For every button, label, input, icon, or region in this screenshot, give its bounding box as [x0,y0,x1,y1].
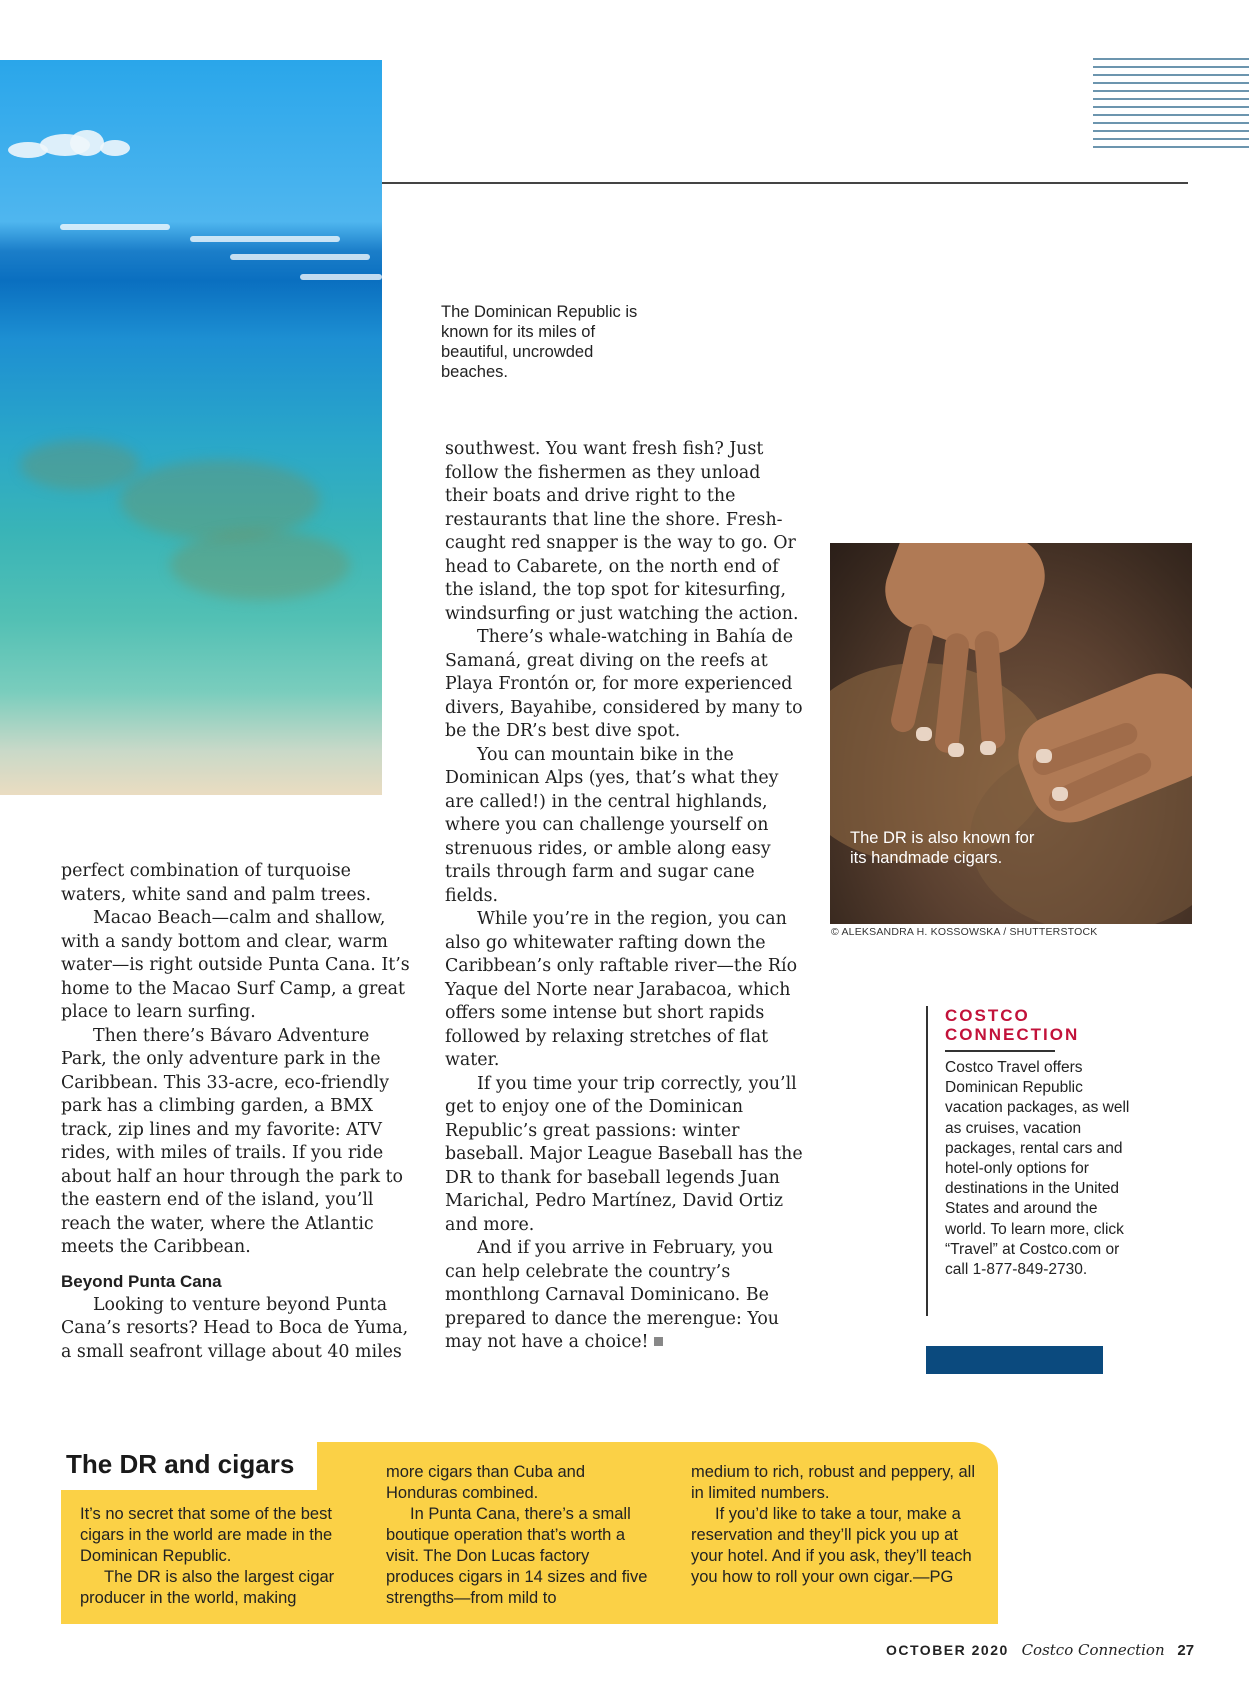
paragraph: perfect combination of turquoise waters, white sand and palm trees. [61,861,372,905]
paragraph: Looking to venture beyond Punta Cana’s resorts? Head to Boca de Yuma, a small seafront village about 40 miles [61,1294,409,1362]
paragraph: Then there’s Bávaro Adventure Park, the only adventure park in the Caribbean. This 33-acre, eco-friendly park has a climbing garden, a BMX track, zip lines and my favorite: ATV rides, with miles of trails. If you ride about half an hour through the park to the eastern end of the island, you’ll reach the water, where the Atlantic meets the Caribbean. [61,1025,403,1257]
article-column-middle [445,438,805,1355]
top-rule [382,182,1188,184]
sidebar-column-1 [80,1504,355,1609]
costco-connection-title [945,1006,1079,1044]
paragraph: In Punta Cana, there’s a small boutique operation that’s worth a visit. The Don Lucas factory produces cigars in 14 sizes and five strengths—from mild to [386,1505,648,1607]
paragraph: The DR is also the largest cigar producer in the world, making [80,1568,335,1607]
decorative-lines [1093,58,1249,154]
title-line: CONNECTION [945,1025,1080,1044]
costco-connection-body: Costco Travel offers Dominican Republic vacation packages, as well as cruises, vacation packages, rental cars and hotel-only options for destinations in the United States and around the world. To learn more, click “Travel” at Costco.com or call 1-877-849-2730. [945,1059,1130,1279]
costco-connection-bar [926,1006,928,1316]
end-mark-icon [654,1337,663,1346]
paragraph: While you’re in the region, you can also go whitewater rafting down the Caribbean’s only raftable river—the Río Yaque del Norte near Jarabacoa, which offers some intense but short rapids followed by relaxing stretches of flat water. [445,909,798,1070]
subheading: Beyond Punta Cana [61,1271,222,1291]
page-footer [886,1641,1194,1659]
paragraph: southwest. You want fresh fish? Just follow the fishermen as they unload their boats and drive right to the restaurants that line the shore. Fresh-caught red snapper is the way to go. Or head to Cabarete, on the north end of the island, the top spot for kitesurfing, windsurfing or just watching the action. [445,439,799,624]
beach-photo [0,60,382,795]
cigars-sidebar [61,1442,998,1624]
sidebar-column-3 [691,1462,981,1588]
paragraph: There’s whale-watching in Bahía de Samaná, great diving on the reefs at Playa Frontón or, for more experienced divers, Bayahibe, considered by many to be the DR’s best dive spot. [445,627,803,741]
paragraph: If you’d like to take a tour, make a reservation and they’ll pick you up at your hotel. And if you ask, they’ll teach you how to roll your own cigar.—PG [691,1505,972,1586]
paragraph: You can mountain bike in the Dominican Alps (yes, that’s what they are called!) in the central highlands, where you can challenge yourself on strenuous rides, or amble along easy trails through farm and sugar cane fields. [445,744,779,906]
beach-photo-caption: The Dominican Republic is known for its miles of beautiful, uncrowded beaches. [441,303,638,381]
paragraph: more cigars than Cuba and Honduras combined. [386,1463,586,1502]
paragraph-text: And if you arrive in February, you can help celebrate the country’s monthlong Carnaval Dominicano. Be prepared to dance the merengue: You may not have a choice! [445,1238,779,1352]
paragraph-last [445,1237,805,1355]
title-line: COSTCO [945,1006,1030,1025]
sidebar-column-2 [386,1462,661,1609]
costco-connection-rule [945,1050,1055,1052]
page-number: 27 [1177,1642,1195,1659]
sidebar-title: The DR and cigars [66,1449,295,1479]
photo-credit: © ALEKSANDRA H. KOSSOWSKA / SHUTTERSTOCK [831,926,1098,938]
paragraph: It’s no secret that some of the best cigars in the world are made in the Dominican Republic. [80,1505,333,1565]
cigar-photo [830,543,1192,924]
magazine-name: Costco Connection [1021,1641,1165,1659]
issue-date: OCTOBER 2020 [886,1642,1009,1658]
paragraph: If you time your trip correctly, you’ll get to enjoy one of the Dominican Republic’s great passions: winter baseball. Major League Baseball has the DR to thank for baseball legends Juan Marichal, Pedro Martínez, David Ortiz and more. [445,1073,803,1235]
paragraph: Macao Beach—calm and shallow, with a sandy bottom and clear, warm water—is right outside Punta Cana. It’s home to the Macao Surf Camp, a great place to learn surfing. [61,908,410,1022]
article-column-left [61,860,413,1364]
costco-travel-bar [926,1346,1103,1374]
paragraph: medium to rich, robust and peppery, all in limited numbers. [691,1463,976,1502]
cigar-photo-caption: The DR is also known for its handmade cigars. [850,829,1035,867]
